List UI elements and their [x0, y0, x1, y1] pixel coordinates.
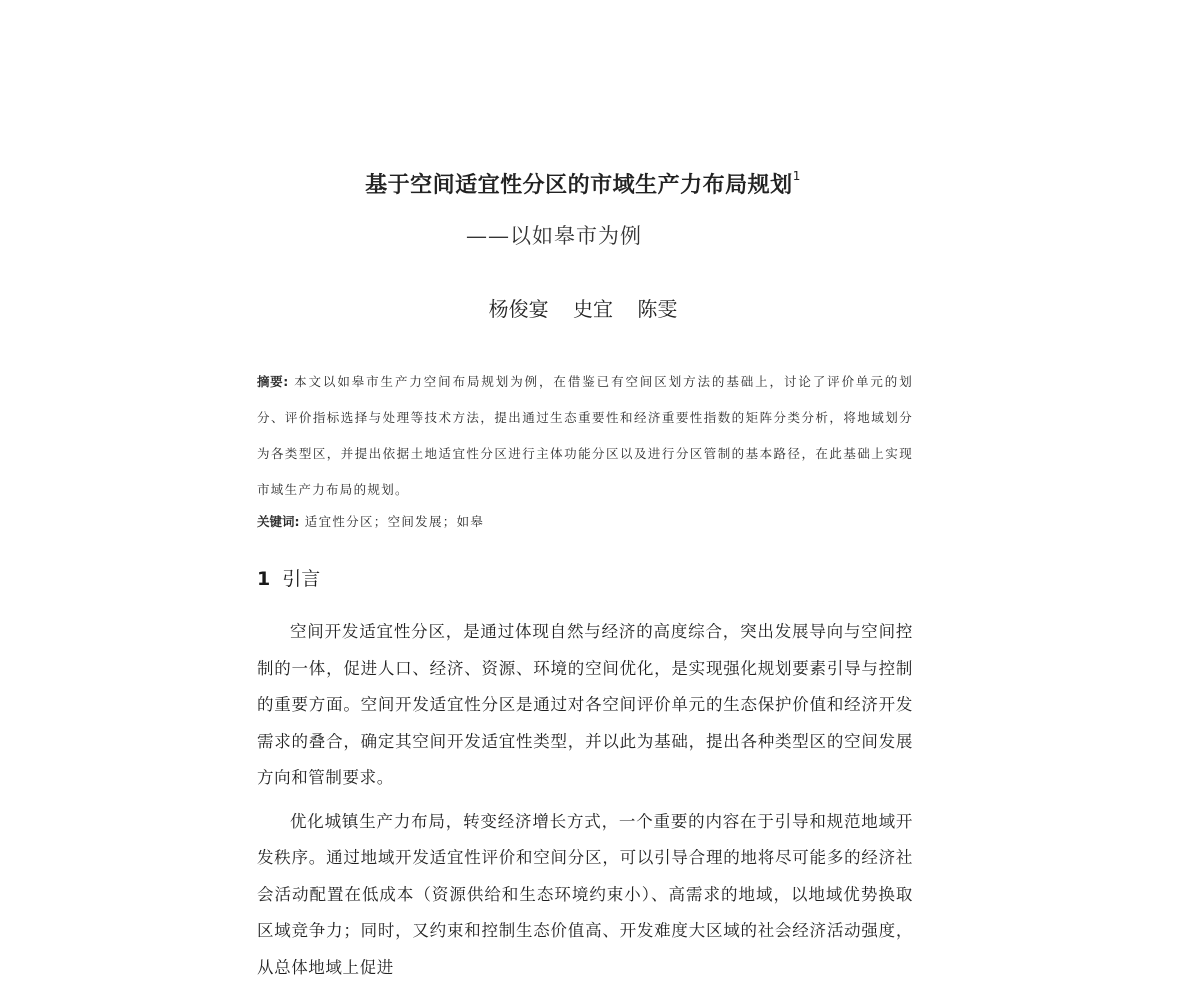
author-name: 陈雯: [637, 297, 678, 321]
section-number: 1: [257, 568, 271, 590]
body-text: [257, 614, 913, 993]
abstract-text: 本文以如皋市生产力空间布局规划为例，在借鉴已有空间区划方法的基础上，讨论了评价单元的划分、评价指标选择与处理等技术方法，提出通过生态重要性和经济重要性指数的矩阵分类分析，将地域划分为各类型区，并提出依据土地适宜性分区进行主体功能分区以及进行分区管制的基本路径，在此基础上实现市域生产力布局的规划。: [257, 374, 914, 497]
paper-title: [0, 168, 1166, 199]
keywords-label: 关键词:: [257, 514, 300, 529]
keywords: [257, 512, 484, 530]
title-footnote-mark: 1: [792, 168, 801, 183]
section-title: 引言: [282, 568, 321, 590]
body-paragraph: 空间开发适宜性分区，是通过体现自然与经济的高度综合，突出发展导向与空间控制的一体，促进人口、经济、资源、环境的空间优化，是实现强化规划要素引导与控制的重要方面。空间开发适宜性分区是通过对各空间评价单元的生态保护价值和经济开发需求的叠合，确定其空间开发适宜性类型，并以此为基础，提出各种类型区的空间发展方向和管制要求。: [257, 622, 913, 787]
author-name: 史宜: [573, 297, 613, 321]
author-name: 杨俊宴: [488, 297, 549, 321]
body-paragraph: 优化城镇生产力布局，转变经济增长方式，一个重要的内容在于引导和规范地域开发秩序。通过地域开发适宜性评价和空间分区，可以引导合理的地将尽可能多的经济社会活动配置在低成本（资源供给和生态环境约束小）、高需求的地域，以地域优势换取区域竞争力；同时，又约束和控制生态价值高、开发难度大区域的社会经济活动强度，从总体地域上促进: [257, 811, 913, 977]
author-list: [0, 293, 1166, 322]
paper-title-text: 基于空间适宜性分区的市域生产力布局规划: [365, 173, 793, 198]
keywords-text: 适宜性分区；空间发展；如皋: [304, 514, 485, 529]
abstract-label: 摘要:: [257, 374, 289, 389]
abstract: [257, 364, 913, 508]
section-heading: [257, 564, 320, 591]
paper-subtitle: ——以如皋市为例: [466, 224, 642, 248]
